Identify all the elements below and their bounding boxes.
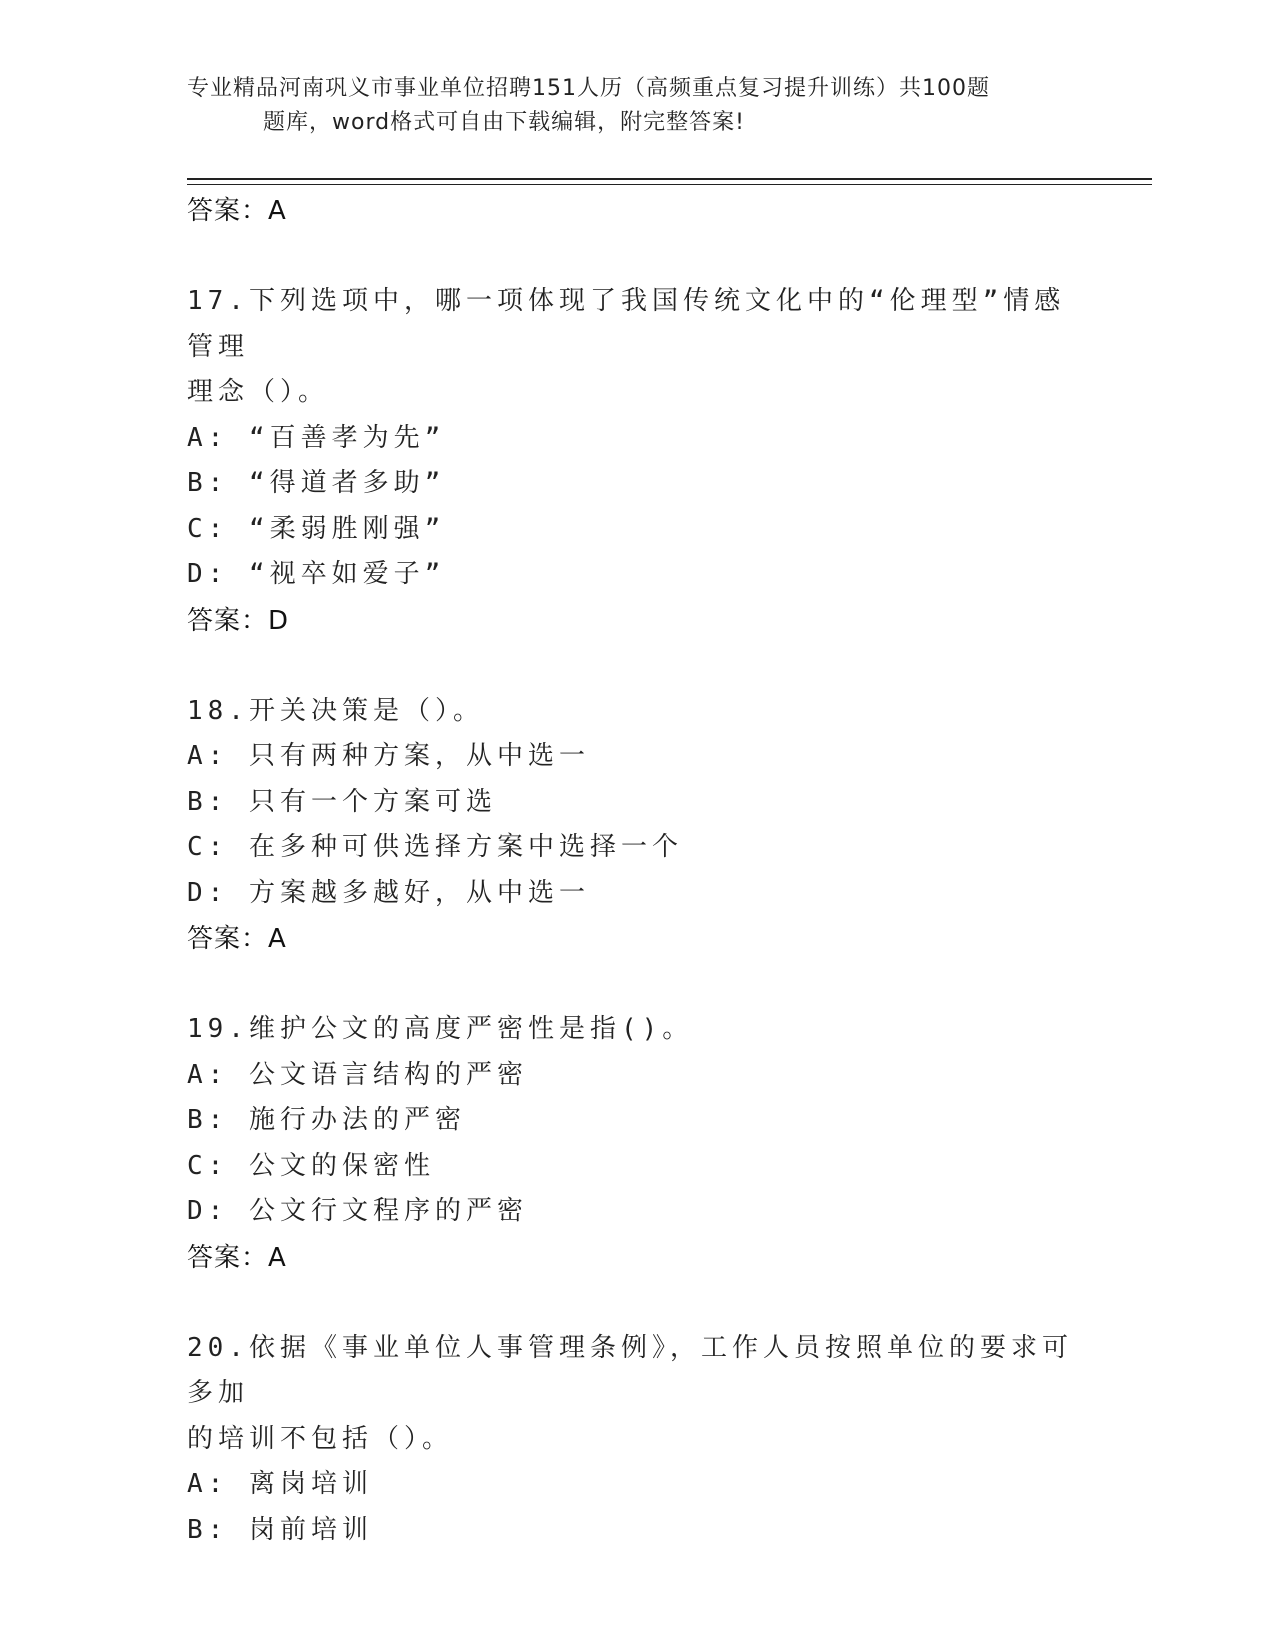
option-b: B: 施行办法的严密 — [187, 1105, 466, 1135]
spacer — [187, 962, 1087, 1007]
page-header — [187, 72, 1067, 140]
question-18 — [187, 689, 1087, 963]
question-stem-cont: 理念（）。 — [187, 377, 330, 407]
spacer — [187, 234, 1087, 279]
previous-answer: 答案：A — [187, 196, 287, 226]
question-stem-cont: 的培训不包括（）。 — [187, 1423, 454, 1454]
option-b: B: “得道者多助” — [187, 468, 446, 498]
question-19 — [187, 1007, 1087, 1281]
header-divider — [187, 178, 1152, 180]
question-content — [187, 188, 1087, 1553]
question-20 — [187, 1326, 1087, 1554]
answer: 答案：A — [187, 924, 287, 954]
header-divider-thin — [187, 184, 1152, 185]
spacer — [187, 1281, 1087, 1326]
question-stem: 20.依据《事业单位人事管理条例》，工作人员按照单位的要求可多加 — [187, 1332, 1073, 1408]
option-c: C: 在多种可供选择方案中选择一个 — [187, 832, 683, 862]
option-c: C: “柔弱胜刚强” — [187, 513, 446, 544]
spacer — [187, 644, 1087, 689]
option-c: C: 公文的保密性 — [187, 1150, 435, 1181]
option-b: B: 只有一个方案可选 — [187, 786, 497, 817]
question-17 — [187, 279, 1087, 644]
option-a: A: 公文语言结构的严密 — [187, 1059, 528, 1090]
answer: 答案：A — [187, 1242, 287, 1273]
option-a: A: 离岗培训 — [187, 1469, 373, 1499]
option-a: A: 只有两种方案，从中选一 — [187, 741, 590, 771]
header-title-line1: 专业精品河南巩义市事业单位招聘151人历（高频重点复习提升训练）共100题 — [187, 76, 990, 101]
question-stem: 19.维护公文的高度严密性是指()。 — [187, 1014, 694, 1044]
question-stem: 17.下列选项中，哪一项体现了我国传统文化中的“伦理型”情感管理 — [187, 286, 1066, 362]
option-a: A: “百善孝为先” — [187, 422, 446, 453]
option-b: B: 岗前培训 — [187, 1514, 373, 1545]
option-d: D: “视卒如爱子” — [187, 559, 446, 589]
question-stem: 18.开关决策是（）。 — [187, 695, 484, 726]
header-title-line2: 题库，word格式可自由下载编辑，附完整答案! — [263, 110, 745, 135]
answer: 答案：D — [187, 605, 290, 636]
option-d: D: 公文行文程序的严密 — [187, 1196, 528, 1226]
option-d: D: 方案越多越好，从中选一 — [187, 877, 590, 908]
